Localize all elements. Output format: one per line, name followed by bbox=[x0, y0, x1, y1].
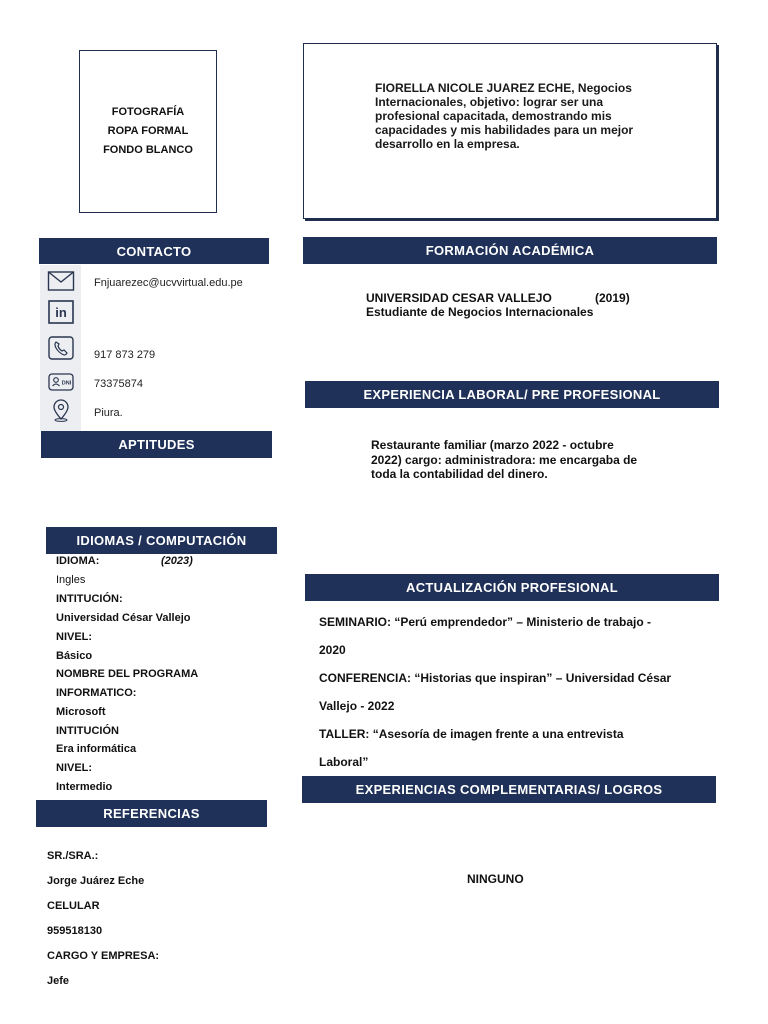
svg-text:DNI: DNI bbox=[61, 380, 72, 387]
section-header-experiencia: EXPERIENCIA LABORAL/ PRE PROFESIONAL bbox=[305, 381, 719, 408]
section-header-aptitudes: APTITUDES bbox=[41, 431, 272, 458]
ref-sr-label: SR./SRA.: bbox=[47, 850, 99, 862]
ref-celular: 959518130 bbox=[47, 925, 103, 937]
ref-cargo: Jefe bbox=[47, 975, 70, 987]
actualizacion-line-2: 2020 bbox=[319, 643, 346, 657]
actualizacion-line-5: TALLER: “Asesoría de imagen frente a una entrevista bbox=[319, 727, 624, 741]
photo-placeholder bbox=[79, 50, 217, 213]
contact-email[interactable]: Fnjuarezec@ucvvirtual.edu.pe bbox=[94, 277, 243, 289]
programa-nivel-label: NIVEL: bbox=[56, 762, 93, 774]
programa-label-1: NOMBRE DEL PROGRAMA bbox=[56, 668, 199, 680]
section-header-idiomas: IDIOMAS / COMPUTACIÓN bbox=[46, 527, 277, 554]
programa-nivel: Intermedio bbox=[56, 781, 113, 793]
dni-card-icon bbox=[47, 370, 75, 394]
photo-line-2: ROPA FORMAL bbox=[107, 125, 189, 137]
contact-dni: 73375874 bbox=[94, 378, 143, 390]
svg-text:in: in bbox=[55, 305, 67, 320]
programa-institucion-label: INTITUCIÓN bbox=[56, 725, 119, 737]
idioma-institucion-label: INTITUCIÓN: bbox=[56, 593, 123, 605]
idioma-institucion: Universidad César Vallejo bbox=[56, 612, 191, 624]
idioma-year: (2023) bbox=[161, 555, 193, 567]
phone-icon bbox=[47, 336, 75, 360]
ref-celular-label: CELULAR bbox=[47, 900, 100, 912]
location-pin-icon bbox=[47, 398, 75, 422]
ref-cargo-label: CARGO Y EMPRESA: bbox=[47, 950, 160, 962]
actualizacion-line-6: Laboral” bbox=[319, 755, 369, 769]
complementarias-text: NINGUNO bbox=[467, 872, 524, 886]
idioma-nivel: Básico bbox=[56, 650, 93, 662]
actualizacion-line-3: CONFERENCIA: “Historias que inspiran” – Universidad César bbox=[319, 671, 672, 685]
section-header-referencias: REFERENCIAS bbox=[36, 800, 267, 827]
actualizacion-line-4: Vallejo - 2022 bbox=[319, 699, 395, 713]
contact-city: Piura. bbox=[94, 407, 123, 419]
formacion-program: Estudiante de Negocios Internacionales bbox=[366, 305, 594, 319]
programa-name: Microsoft bbox=[56, 706, 106, 718]
section-header-contacto: CONTACTO bbox=[39, 238, 269, 264]
contact-phone: 917 873 279 bbox=[94, 349, 156, 361]
idioma-language: Ingles bbox=[56, 574, 86, 586]
section-header-formacion: FORMACIÓN ACADÉMICA bbox=[303, 237, 717, 264]
envelope-icon bbox=[47, 269, 75, 293]
formacion-year: (2019) bbox=[595, 291, 630, 305]
idioma-nivel-label: NIVEL: bbox=[56, 631, 93, 643]
photo-line-1: FOTOGRAFÍA bbox=[111, 106, 185, 118]
idioma-label: IDIOMA: bbox=[56, 555, 100, 567]
programa-institucion: Era informática bbox=[56, 743, 137, 755]
ref-name: Jorge Juárez Eche bbox=[47, 875, 145, 887]
actualizacion-line-1: SEMINARIO: “Perú emprendedor” – Ministerio de trabajo - bbox=[319, 615, 652, 629]
section-header-actualizacion: ACTUALIZACIÓN PROFESIONAL bbox=[305, 574, 719, 601]
profile-summary: FIORELLA NICOLE JUAREZ ECHE, Negocios Internacionales, objetivo: lograr ser una profesional capacitada, demostrando mis capacidades y mis habilidades para un mejor desarrollo en la empresa. bbox=[375, 81, 634, 151]
photo-line-3: FONDO BLANCO bbox=[103, 144, 193, 156]
experiencia-text: Restaurante familiar (marzo 2022 - octubre 2022) cargo: administradora: me encargaba de toda la contabilidad del dinero. bbox=[371, 438, 638, 481]
formacion-university: UNIVERSIDAD CESAR VALLEJO bbox=[366, 291, 552, 305]
programa-label-2: INFORMATICO: bbox=[56, 687, 137, 699]
section-header-complementarias: EXPERIENCIAS COMPLEMENTARIAS/ LOGROS bbox=[302, 776, 716, 803]
linkedin-icon[interactable] bbox=[47, 300, 75, 324]
